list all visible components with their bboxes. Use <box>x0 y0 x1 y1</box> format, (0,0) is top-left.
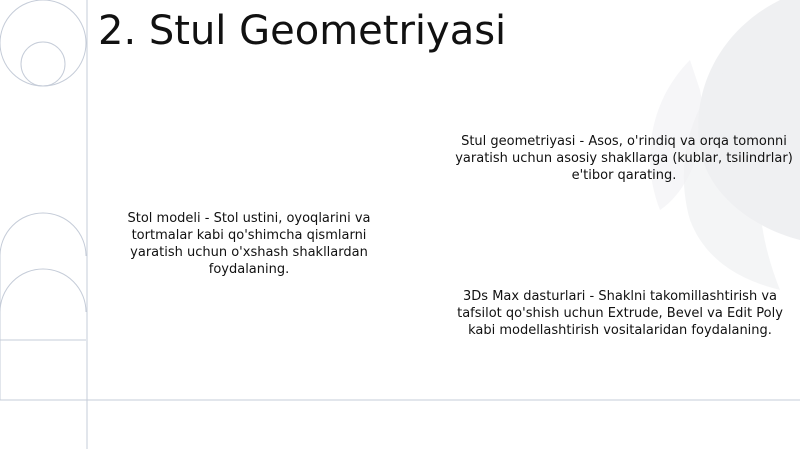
text-block-table-model: Stol modeli - Stol ustini, oyoqlarini va tortmalar kabi qo'shimcha qismlarni yaratish uchun o'xshash shakllardan foydalaning. <box>127 211 371 277</box>
text-block-chair-geometry: Stul geometriyasi - Asos, o'rindiq va orqa tomonni yaratish uchun asosiy shakllarga (kublar, tsilindrlar) e'tibor qarating. <box>455 134 793 183</box>
text-block-3ds-max-tools: 3Ds Max dasturlari - Shaklni takomillashtirish va tafsilot qo'shish uchun Extrude, Bevel va Edit Poly kabi modellashtirish vositalaridan foydalaning. <box>457 289 783 338</box>
slide-title: 2. Stul Geometriyasi <box>98 8 507 54</box>
